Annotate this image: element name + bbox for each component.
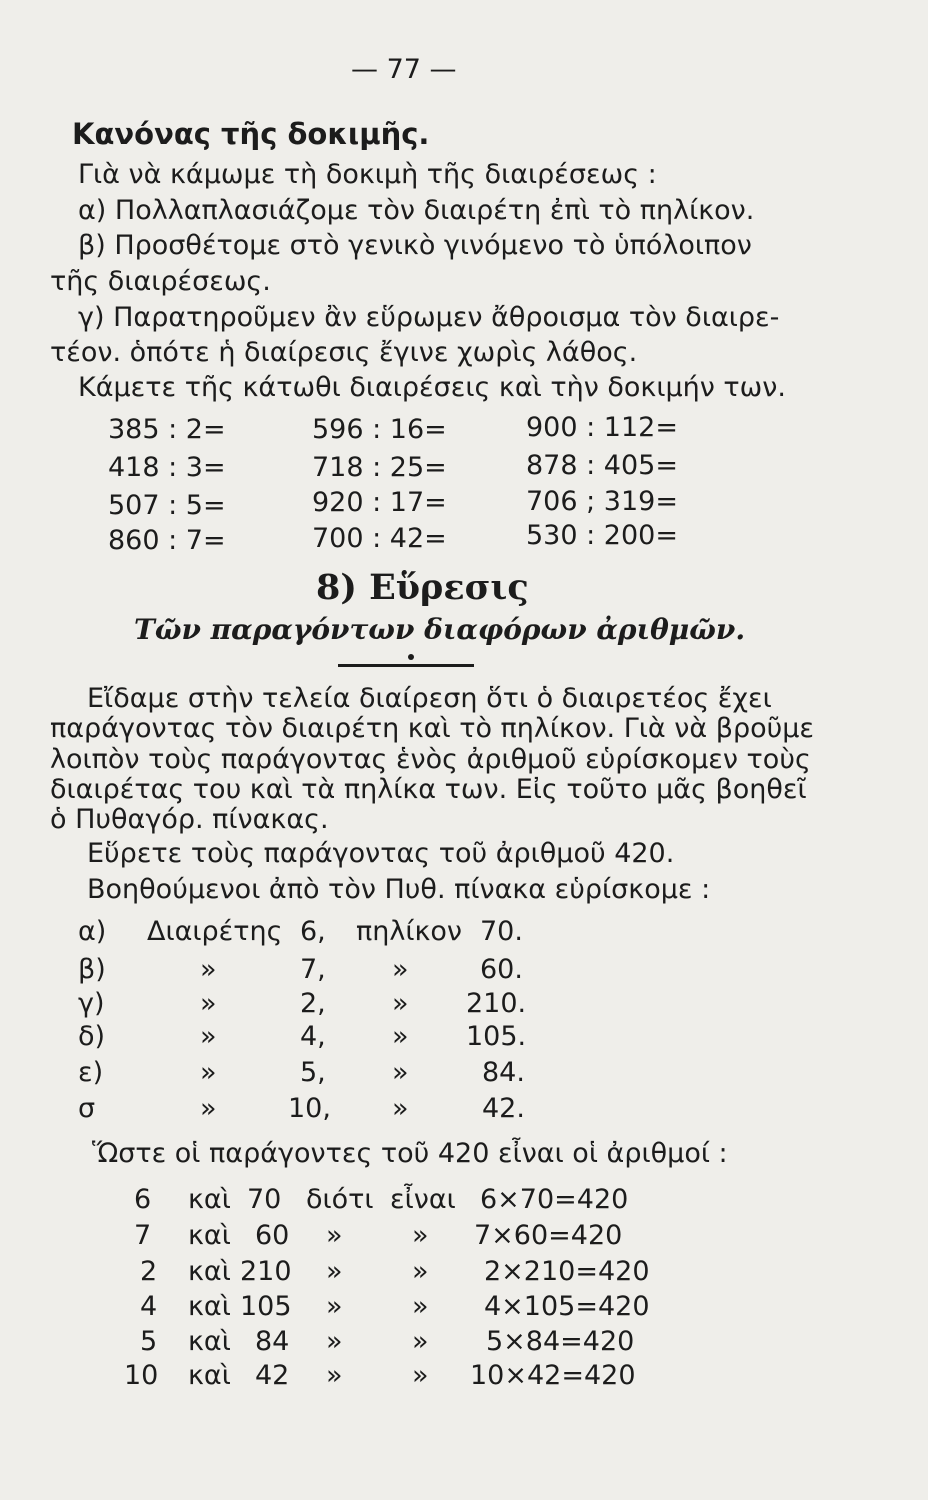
rule-line: α) Πολλαπλασιάζομε τὸν διαιρέτη ἐπὶ τὸ πηλίκον. xyxy=(78,195,755,226)
factor-b: 84 xyxy=(255,1326,290,1357)
exercise: 385 : 2= xyxy=(108,414,226,445)
and-word: καὶ xyxy=(188,1184,231,1215)
rule-line: γ) Παρατηροῦμεν ἂν εὕρωμεν ἄθροισμα τὸν διαιρε- xyxy=(78,302,780,333)
quotient-value: 60. xyxy=(480,954,523,985)
product-equation: 4×105=420 xyxy=(484,1291,650,1322)
exercise: 596 : 16= xyxy=(312,414,447,445)
factor-a: 2 xyxy=(140,1256,158,1287)
paragraph-line: λοιπὸν τοὺς παράγοντας ἑνὸς ἀριθμοῦ εὑρίσκομεν τοὺς xyxy=(50,744,811,775)
factor-b: 42 xyxy=(255,1360,290,1391)
divisor-value: 10, xyxy=(288,1093,331,1124)
exercise: 878 : 405= xyxy=(526,450,678,481)
ditto-mark: » xyxy=(326,1360,343,1391)
exercise: 418 : 3= xyxy=(108,452,226,483)
row-label: α) xyxy=(78,916,107,947)
ditto-mark: » xyxy=(392,1057,409,1088)
and-word: καὶ xyxy=(188,1220,231,1251)
ditto-mark: » xyxy=(326,1326,343,1357)
conclusion-line: Ὥστε οἱ παράγοντες τοῦ 420 εἶναι οἱ ἀριθμοί : xyxy=(92,1138,728,1169)
divisor-value: 4, xyxy=(300,1021,326,1052)
rule-line: τέον. ὁπότε ἡ διαίρεσις ἔγινε χωρὶς λάθος. xyxy=(50,337,638,368)
ditto-mark: » xyxy=(326,1220,343,1251)
quotient-value: 42. xyxy=(482,1093,525,1124)
rule-line: τῆς διαιρέσεως. xyxy=(50,266,271,297)
product-equation: 2×210=420 xyxy=(484,1256,650,1287)
quotient-value: 210. xyxy=(466,988,527,1019)
factor-b: 105 xyxy=(240,1291,292,1322)
factor-a: 6 xyxy=(134,1184,152,1215)
factor-a: 4 xyxy=(140,1291,158,1322)
ditto-mark: » xyxy=(412,1291,429,1322)
ditto-mark: » xyxy=(412,1360,429,1391)
and-word: καὶ xyxy=(188,1256,231,1287)
ditto-mark: » xyxy=(392,988,409,1019)
rule-line: β) Προσθέτομε στὸ γενικὸ γινόμενο τὸ ὑπόλοιπον xyxy=(78,230,752,261)
ditto-mark: » xyxy=(200,1093,217,1124)
ditto-mark: » xyxy=(326,1256,343,1287)
product-equation: 7×60=420 xyxy=(474,1220,623,1251)
is-word: εἶναι xyxy=(390,1184,456,1215)
product-equation: 10×42=420 xyxy=(470,1360,636,1391)
row-label: γ) xyxy=(78,988,105,1019)
row-label: β) xyxy=(78,954,106,985)
ditto-mark: » xyxy=(412,1220,429,1251)
paragraph-line: ὁ Πυθαγόρ. πίνακας. xyxy=(50,804,329,835)
ditto-mark: » xyxy=(392,1021,409,1052)
ditto-mark: » xyxy=(200,1021,217,1052)
ditto-mark: » xyxy=(412,1326,429,1357)
divisor-value: 7, xyxy=(300,954,326,985)
task-line: Βοηθούμενοι ἀπὸ τὸν Πυθ. πίνακα εὑρίσκομε : xyxy=(87,874,711,905)
divisor-value: 2, xyxy=(300,988,326,1019)
section-divider xyxy=(338,664,474,667)
ditto-mark: » xyxy=(200,988,217,1019)
exercise: 920 : 17= xyxy=(312,487,447,518)
divisor-value: 5, xyxy=(300,1057,326,1088)
factor-a: 5 xyxy=(140,1326,158,1357)
rule-heading: Κανόνας τῆς δοκιμῆς. xyxy=(72,117,430,151)
divisor-value: 6, xyxy=(300,916,326,947)
ditto-mark: » xyxy=(200,954,217,985)
exercise: 530 : 200= xyxy=(526,520,678,551)
exercise: 900 : 112= xyxy=(526,412,678,443)
paragraph-line: διαιρέτας του καὶ τὰ πηλίκα των. Εἰς τοῦτο μᾶς βοηθεῖ xyxy=(50,774,807,805)
row-label: δ) xyxy=(78,1021,106,1052)
because-word: διότι xyxy=(306,1184,374,1215)
exercise: 718 : 25= xyxy=(312,452,447,483)
factor-b: 70 xyxy=(247,1184,282,1215)
factor-b: 60 xyxy=(255,1220,290,1251)
ditto-mark: » xyxy=(392,954,409,985)
ditto-mark: » xyxy=(326,1291,343,1322)
paragraph-line: Εἴδαμε στὴν τελεία διαίρεση ὅτι ὁ διαιρετέος ἔχει xyxy=(87,683,772,714)
exercise: 860 : 7= xyxy=(108,525,226,556)
row-label: σ xyxy=(78,1093,96,1124)
product-equation: 6×70=420 xyxy=(480,1184,629,1215)
exercise: 507 : 5= xyxy=(108,490,226,521)
product-equation: 5×84=420 xyxy=(486,1326,635,1357)
row-label: ε) xyxy=(78,1057,104,1088)
page-number: — 77 — xyxy=(351,54,457,85)
factor-b: 210 xyxy=(240,1256,292,1287)
exercise: 700 : 42= xyxy=(312,523,447,554)
and-word: καὶ xyxy=(188,1360,231,1391)
and-word: καὶ xyxy=(188,1326,231,1357)
section-subtitle: Τῶν παραγόντων διαφόρων ἀριθμῶν. xyxy=(134,613,746,646)
paragraph-line: παράγοντας τὸν διαιρέτη καὶ τὸ πηλίκον. Γιὰ νὰ βροῦμε xyxy=(50,713,815,744)
quotient-value: 105. xyxy=(466,1021,527,1052)
task-line: Εὕρετε τοὺς παράγοντας τοῦ ἀριθμοῦ 420. xyxy=(87,838,675,869)
ditto-mark: » xyxy=(392,1093,409,1124)
quotient-value: 84. xyxy=(482,1057,525,1088)
factor-a: 10 xyxy=(124,1360,159,1391)
divider-dot xyxy=(408,654,414,660)
rule-line: Κάμετε τῆς κάτωθι διαιρέσεις καὶ τὴν δοκιμήν των. xyxy=(78,372,786,403)
and-word: καὶ xyxy=(188,1291,231,1322)
rule-intro: Γιὰ νὰ κάμωμε τὴ δοκιμὴ τῆς διαιρέσεως : xyxy=(78,159,657,190)
exercise: 706 ; 319= xyxy=(526,486,678,517)
ditto-mark: » xyxy=(200,1057,217,1088)
section-title: 8) Εὕρεσις xyxy=(316,567,529,608)
divisor-word: Διαιρέτης xyxy=(147,916,283,947)
quotient-word: πηλίκον xyxy=(356,916,462,947)
ditto-mark: » xyxy=(412,1256,429,1287)
quotient-value: 70. xyxy=(480,916,523,947)
factor-a: 7 xyxy=(134,1220,152,1251)
